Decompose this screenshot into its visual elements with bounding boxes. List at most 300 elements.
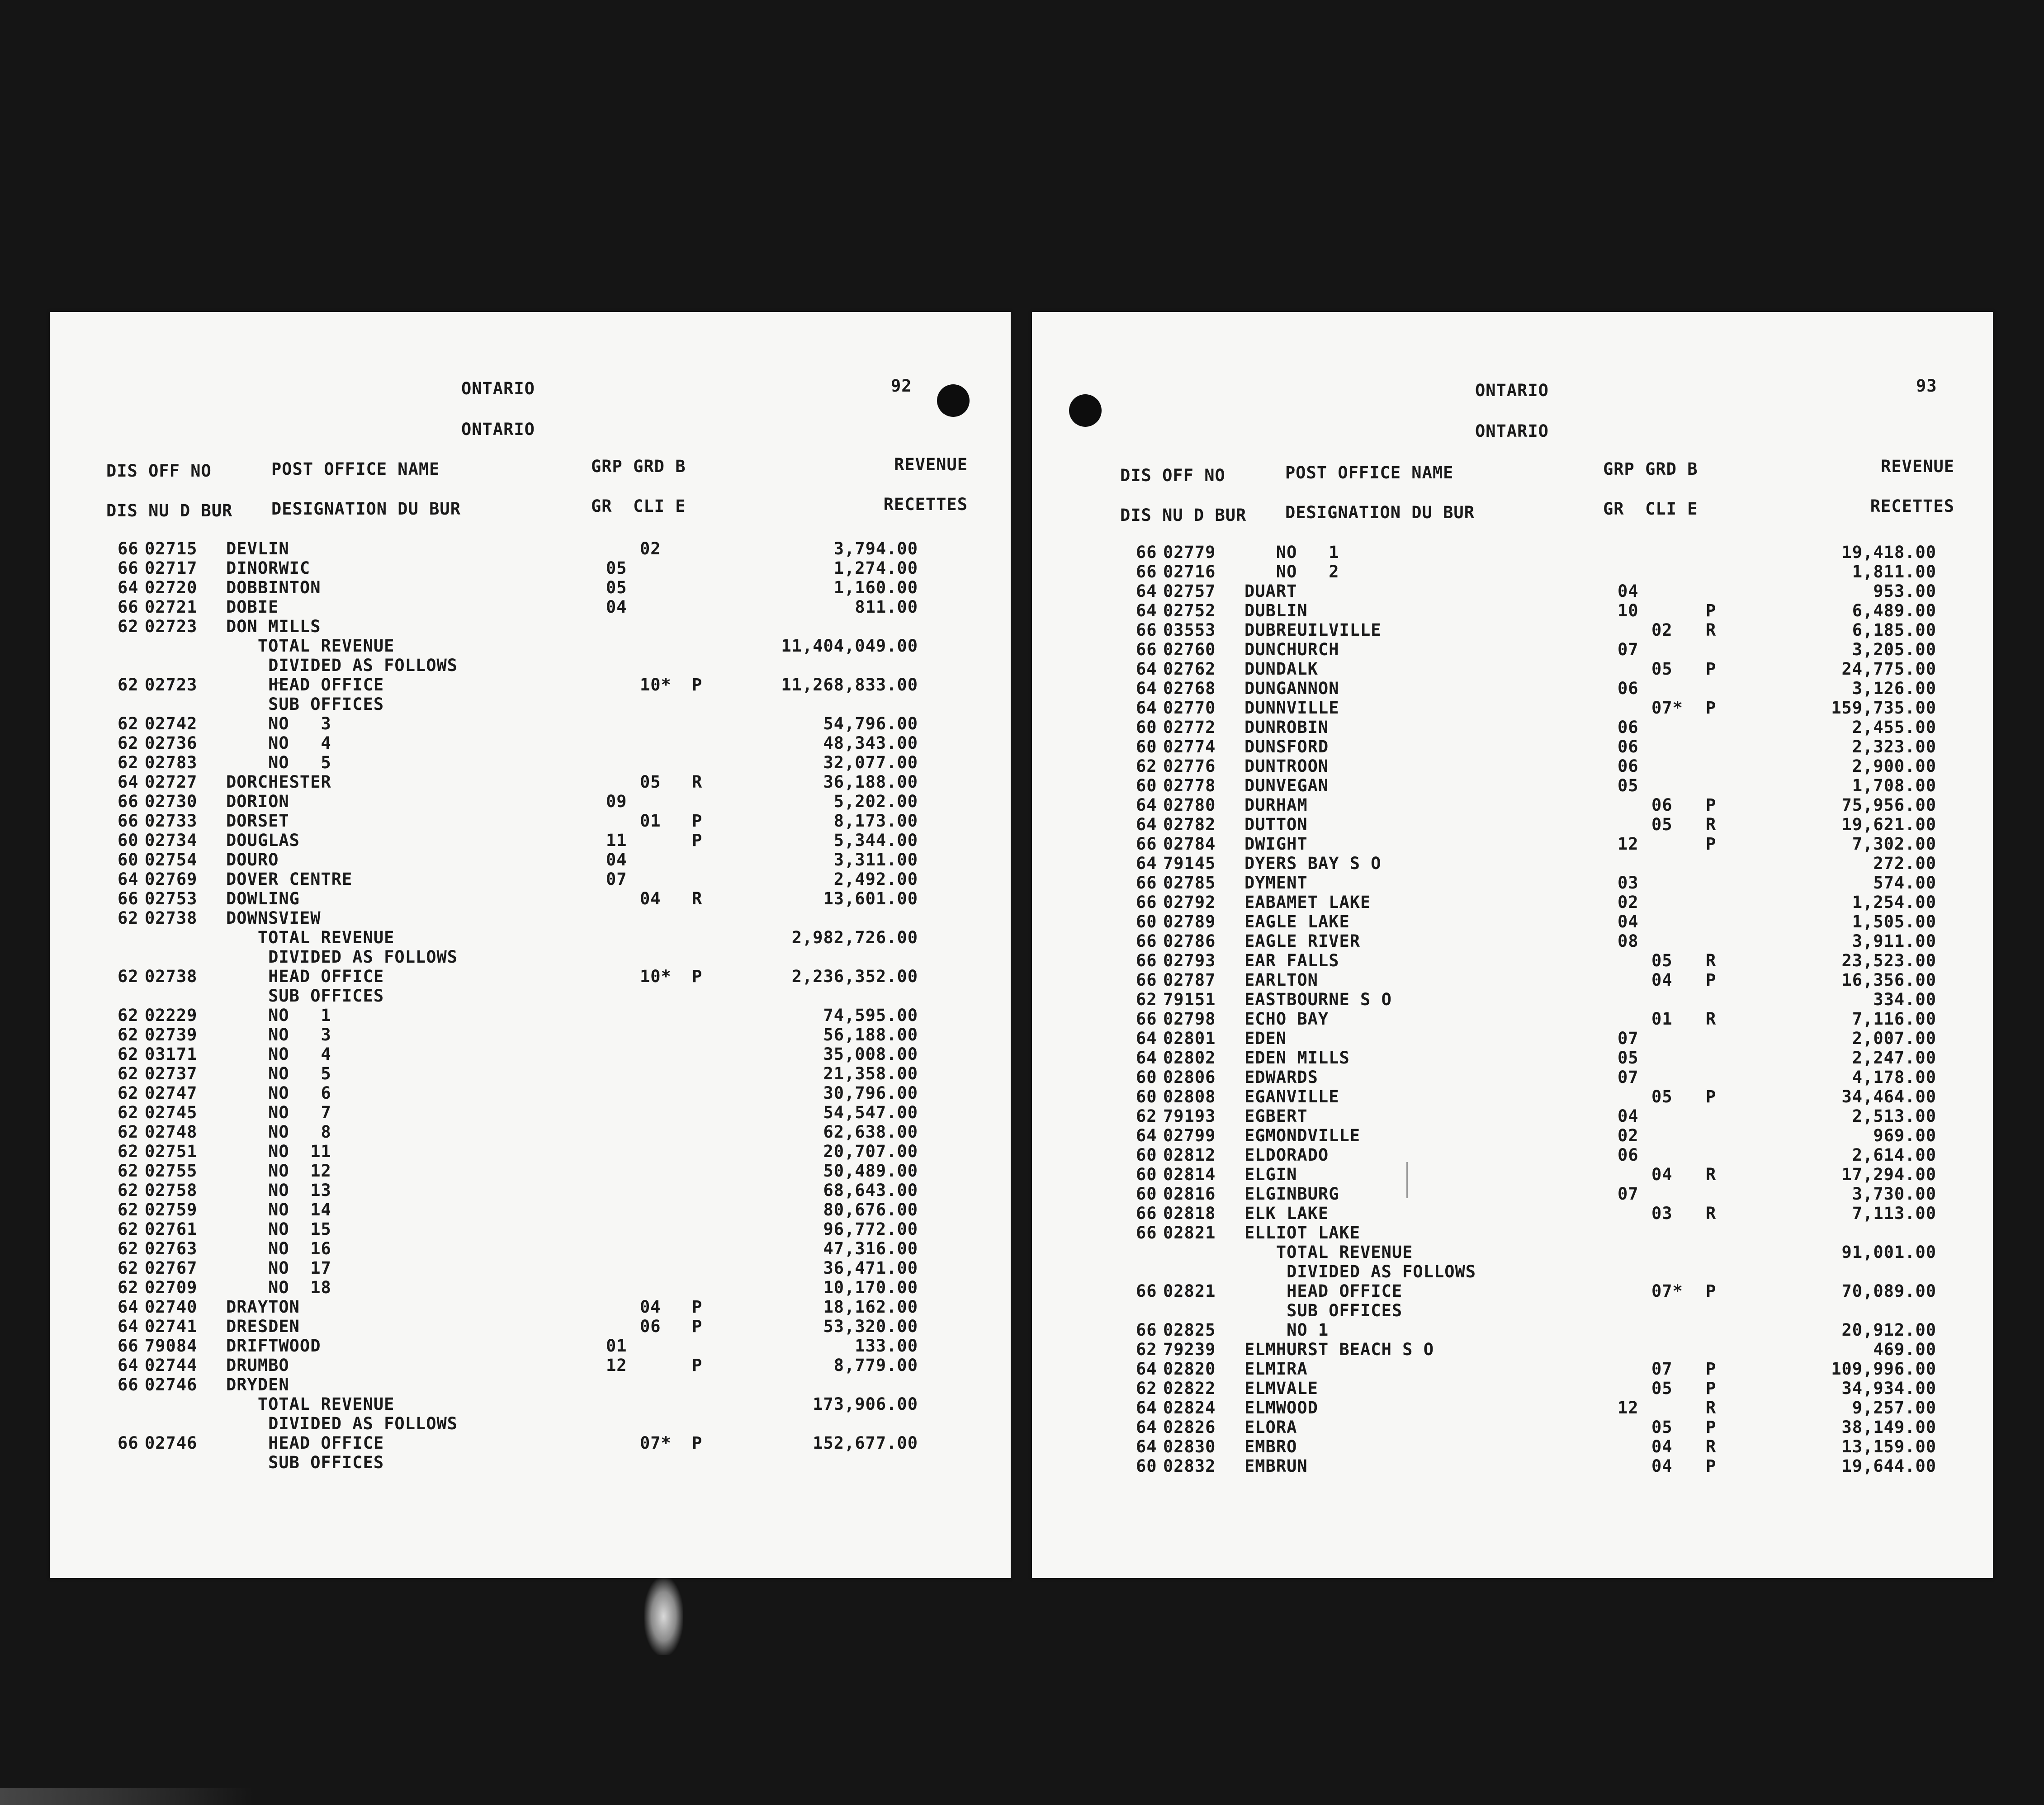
office-number: 79145: [1163, 854, 1216, 873]
table-row: [50, 1297, 1011, 1317]
office-number: 02762: [1163, 659, 1216, 679]
revenue-amount: 133.00: [855, 1336, 918, 1356]
post-office-name: HEAD OFFICE: [226, 967, 384, 986]
post-office-name: SUB OFFICES: [226, 986, 384, 1006]
revenue-amount: 953.00: [1873, 581, 1936, 601]
office-number: 02830: [1163, 1437, 1216, 1456]
post-office-name: EAGLE LAKE: [1244, 912, 1350, 931]
b-flag: P: [1706, 601, 1717, 620]
grade-class: 04: [1651, 1437, 1673, 1456]
revenue-amount: 469.00: [1873, 1340, 1936, 1359]
b-flag: P: [692, 675, 703, 695]
header-recettes: RECETTES: [883, 495, 968, 514]
post-office-name: DIVIDED AS FOLLOWS: [226, 656, 458, 675]
b-flag: P: [692, 811, 703, 831]
table-row: [1032, 854, 1993, 873]
post-office-name: DUNROBIN: [1244, 718, 1329, 737]
district-code: 62: [118, 1278, 139, 1297]
b-flag: P: [692, 831, 703, 850]
grade-class: 07*: [640, 1433, 672, 1453]
table-row: [50, 792, 1011, 811]
revenue-amount: 5,202.00: [833, 792, 918, 811]
district-code: 62: [1136, 1340, 1157, 1359]
office-number: 02793: [1163, 951, 1216, 970]
office-number: 02744: [145, 1356, 198, 1375]
post-office-name: ELDORADO: [1244, 1145, 1329, 1165]
revenue-amount: 173,906.00: [813, 1394, 918, 1414]
district-code: 62: [118, 1239, 139, 1258]
revenue-amount: 17,294.00: [1841, 1165, 1936, 1184]
group-code: 12: [606, 1356, 627, 1375]
b-flag: R: [1706, 1204, 1717, 1223]
office-number: 02759: [145, 1200, 198, 1219]
revenue-amount: 969.00: [1873, 1126, 1936, 1145]
post-office-name: HEAD OFFICE: [226, 675, 384, 695]
district-code: 60: [1136, 1068, 1157, 1087]
office-number: 02723: [145, 675, 198, 695]
district-code: 66: [118, 1336, 139, 1356]
post-office-name: DRESDEN: [226, 1317, 300, 1336]
post-office-name: NO 5: [226, 753, 331, 772]
grade-class: 02: [1651, 620, 1673, 640]
ledger-page-right: [1032, 312, 1993, 1578]
district-code: 66: [118, 811, 139, 831]
table-row: [50, 1258, 1011, 1278]
post-office-name: DUBLIN: [1244, 601, 1308, 620]
district-code: 62: [1136, 756, 1157, 776]
table-row: [1032, 1165, 1993, 1184]
table-row: [50, 1219, 1011, 1239]
table-row: [50, 675, 1011, 695]
office-number: 02822: [1163, 1379, 1216, 1398]
district-code: 66: [1136, 1204, 1157, 1223]
revenue-amount: 109,996.00: [1831, 1359, 1936, 1379]
revenue-amount: 3,911.00: [1852, 931, 1936, 951]
table-row: [1032, 1301, 1993, 1320]
grade-class: 10*: [640, 967, 672, 986]
post-office-name: EARLTON: [1244, 970, 1318, 990]
district-code: 64: [1136, 1048, 1157, 1068]
post-office-name: DOBBINTON: [226, 578, 321, 597]
post-office-name: DUTTON: [1244, 815, 1308, 834]
table-row: [50, 1103, 1011, 1122]
post-office-name: ELK LAKE: [1244, 1204, 1329, 1223]
office-number: 02751: [145, 1142, 198, 1161]
revenue-amount: 4,178.00: [1852, 1068, 1936, 1087]
table-row: [1032, 698, 1993, 718]
post-office-name: DORSET: [226, 811, 289, 831]
district-code: 64: [1136, 854, 1157, 873]
revenue-amount: 1,811.00: [1852, 562, 1936, 581]
table-row: [50, 597, 1011, 617]
post-office-name: NO 8: [226, 1122, 331, 1142]
table-row: [50, 578, 1011, 597]
header-gr-cli-e: GR CLI E: [591, 496, 686, 516]
post-office-name: NO 4: [226, 1044, 331, 1064]
revenue-amount: 34,934.00: [1841, 1379, 1936, 1398]
office-number: 02754: [145, 850, 198, 869]
group-code: 06: [1618, 756, 1639, 776]
revenue-amount: 7,113.00: [1852, 1204, 1936, 1223]
grade-class: 05: [1651, 659, 1673, 679]
table-row: [1032, 718, 1993, 737]
table-row: [50, 1044, 1011, 1064]
group-code: 05: [606, 578, 627, 597]
revenue-amount: 54,547.00: [823, 1103, 918, 1122]
table-row: [1032, 1126, 1993, 1145]
revenue-amount: 18,162.00: [823, 1297, 918, 1317]
district-code: 66: [118, 792, 139, 811]
header-post-office-name: POST OFFICE NAME: [271, 459, 440, 479]
post-office-name: DINORWIC: [226, 558, 311, 578]
post-office-name: ELLIOT LAKE: [1244, 1223, 1361, 1243]
revenue-amount: 34,464.00: [1841, 1087, 1936, 1106]
office-number: 02745: [145, 1103, 198, 1122]
office-number: 02723: [145, 617, 198, 636]
post-office-name: DYMENT: [1244, 873, 1308, 893]
post-office-name: ELGINBURG: [1244, 1184, 1339, 1204]
office-number: 02786: [1163, 931, 1216, 951]
table-row: [1032, 1087, 1993, 1106]
table-row: [50, 1278, 1011, 1297]
revenue-amount: 159,735.00: [1831, 698, 1936, 718]
table-row: [50, 636, 1011, 656]
office-number: 02798: [1163, 1009, 1216, 1029]
district-code: 66: [1136, 1320, 1157, 1340]
district-code: 64: [1136, 1126, 1157, 1145]
page-number: 92: [891, 376, 912, 396]
post-office-name: ELGIN: [1244, 1165, 1297, 1184]
header-dis-nu-d-bur: DIS NU D BUR: [106, 501, 233, 520]
header-recettes: RECETTES: [1870, 496, 1954, 516]
district-code: 66: [1136, 640, 1157, 659]
grade-class: 02: [640, 539, 661, 558]
table-row: [50, 1161, 1011, 1181]
district-code: 64: [1136, 1359, 1157, 1379]
office-number: 79084: [145, 1336, 198, 1356]
district-code: 64: [1136, 1398, 1157, 1418]
district-code: 62: [118, 617, 139, 636]
revenue-amount: 36,471.00: [823, 1258, 918, 1278]
revenue-amount: 23,523.00: [1841, 951, 1936, 970]
grade-class: 04: [1651, 1456, 1673, 1476]
district-code: 62: [118, 1258, 139, 1278]
district-code: 62: [118, 753, 139, 772]
b-flag: R: [1706, 815, 1717, 834]
revenue-amount: 9,257.00: [1852, 1398, 1936, 1418]
revenue-amount: 62,638.00: [823, 1122, 918, 1142]
province-subtitle: ONTARIO: [461, 420, 535, 439]
table-row: [1032, 834, 1993, 854]
district-code: 62: [118, 967, 139, 986]
office-number: 02721: [145, 597, 198, 617]
district-code: 62: [118, 1006, 139, 1025]
post-office-name: DRYDEN: [226, 1375, 289, 1394]
revenue-amount: 36,188.00: [823, 772, 918, 792]
table-row: [50, 1083, 1011, 1103]
office-number: 02715: [145, 539, 198, 558]
district-code: 64: [1136, 815, 1157, 834]
b-flag: R: [1706, 951, 1717, 970]
office-number: 02776: [1163, 756, 1216, 776]
table-row: [1032, 1243, 1993, 1262]
group-code: 04: [1618, 581, 1639, 601]
table-row: [1032, 893, 1993, 912]
revenue-amount: 48,343.00: [823, 733, 918, 753]
office-number: 02229: [145, 1006, 198, 1025]
group-code: 05: [1618, 776, 1639, 795]
district-code: 64: [118, 1356, 139, 1375]
table-row: [50, 850, 1011, 869]
post-office-name: DIVIDED AS FOLLOWS: [1244, 1262, 1476, 1281]
district-code: 62: [118, 1219, 139, 1239]
group-code: 04: [606, 850, 627, 869]
b-flag: P: [1706, 698, 1717, 718]
district-code: 64: [118, 1317, 139, 1336]
grade-class: 05: [640, 772, 661, 792]
post-office-name: NO 3: [226, 714, 331, 733]
b-flag: R: [692, 889, 703, 908]
post-office-name: NO 12: [226, 1161, 331, 1181]
grade-class: 04: [640, 1297, 661, 1317]
group-code: 09: [606, 792, 627, 811]
revenue-amount: 2,492.00: [833, 869, 918, 889]
group-code: 08: [1618, 931, 1639, 951]
b-flag: P: [1706, 970, 1717, 990]
table-row: [1032, 1456, 1993, 1476]
table-row: [50, 1356, 1011, 1375]
table-row: [1032, 1379, 1993, 1398]
grade-class: 07*: [1651, 1281, 1683, 1301]
office-number: 02733: [145, 811, 198, 831]
revenue-amount: 272.00: [1873, 854, 1936, 873]
district-code: 62: [118, 675, 139, 695]
post-office-name: NO 7: [226, 1103, 331, 1122]
revenue-amount: 30,796.00: [823, 1083, 918, 1103]
group-code: 07: [1618, 1184, 1639, 1204]
post-office-name: DUBREUILVILLE: [1244, 620, 1382, 640]
office-number: 02757: [1163, 581, 1216, 601]
revenue-amount: 3,730.00: [1852, 1184, 1936, 1204]
post-office-name: DUART: [1244, 581, 1297, 601]
office-number: 02736: [145, 733, 198, 753]
post-office-name: NO 15: [226, 1219, 331, 1239]
table-row: [1032, 756, 1993, 776]
office-number: 02738: [145, 967, 198, 986]
office-number: 02753: [145, 889, 198, 908]
district-code: 66: [1136, 834, 1157, 854]
post-office-name: DUNGANNON: [1244, 679, 1339, 698]
table-row: [1032, 931, 1993, 951]
district-code: 62: [118, 1083, 139, 1103]
office-number: 02799: [1163, 1126, 1216, 1145]
post-office-name: DRUMBO: [226, 1356, 289, 1375]
header-revenue: REVENUE: [1881, 457, 1954, 476]
post-office-name: NO 13: [226, 1181, 331, 1200]
office-number: 02720: [145, 578, 198, 597]
post-office-name: NO 1: [1244, 1320, 1329, 1340]
revenue-amount: 7,302.00: [1852, 834, 1936, 854]
district-code: 60: [118, 850, 139, 869]
district-code: 62: [118, 714, 139, 733]
district-code: 64: [1136, 795, 1157, 815]
table-row: [1032, 659, 1993, 679]
b-flag: P: [1706, 1418, 1717, 1437]
revenue-amount: 75,956.00: [1841, 795, 1936, 815]
table-row: [1032, 970, 1993, 990]
office-number: 02767: [145, 1258, 198, 1278]
district-code: 64: [1136, 1418, 1157, 1437]
office-number: 02818: [1163, 1204, 1216, 1223]
post-office-name: NO 11: [226, 1142, 331, 1161]
post-office-name: EGBERT: [1244, 1106, 1308, 1126]
post-office-name: DURHAM: [1244, 795, 1308, 815]
revenue-amount: 5,344.00: [833, 831, 918, 850]
grade-class: 07*: [1651, 698, 1683, 718]
grade-class: 01: [640, 811, 661, 831]
district-code: 66: [1136, 620, 1157, 640]
revenue-amount: 574.00: [1873, 873, 1936, 893]
office-number: 02821: [1163, 1223, 1216, 1243]
header-designation-du-bur: DESIGNATION DU BUR: [1285, 503, 1475, 522]
post-office-name: NO 18: [226, 1278, 331, 1297]
revenue-amount: 32,077.00: [823, 753, 918, 772]
office-number: 02783: [145, 753, 198, 772]
office-number: 02821: [1163, 1281, 1216, 1301]
page-number: 93: [1916, 376, 1937, 396]
post-office-name: DUNTROON: [1244, 756, 1329, 776]
grade-class: 06: [1651, 795, 1673, 815]
header-dis-off-no: DIS OFF NO: [1120, 466, 1225, 485]
group-code: 02: [1618, 893, 1639, 912]
province-subtitle: ONTARIO: [1475, 421, 1549, 441]
table-row: [50, 1375, 1011, 1394]
office-number: 02748: [145, 1122, 198, 1142]
post-office-name: EGMONDVILLE: [1244, 1126, 1361, 1145]
office-number: 02740: [145, 1297, 198, 1317]
revenue-amount: 74,595.00: [823, 1006, 918, 1025]
revenue-amount: 1,708.00: [1852, 776, 1936, 795]
revenue-amount: 8,779.00: [833, 1356, 918, 1375]
revenue-amount: 20,912.00: [1841, 1320, 1936, 1340]
office-number: 02770: [1163, 698, 1216, 718]
table-row: [1032, 1009, 1993, 1029]
group-code: 05: [1618, 1048, 1639, 1068]
revenue-amount: 19,644.00: [1841, 1456, 1936, 1476]
post-office-name: ELMVALE: [1244, 1379, 1318, 1398]
table-row: [1032, 951, 1993, 970]
office-number: 02709: [145, 1278, 198, 1297]
post-office-name: EDEN MILLS: [1244, 1048, 1350, 1068]
table-row: [50, 908, 1011, 928]
district-code: 64: [118, 772, 139, 792]
header-dis-off-no: DIS OFF NO: [106, 461, 212, 481]
office-number: 02814: [1163, 1165, 1216, 1184]
table-row: [1032, 620, 1993, 640]
group-code: 12: [1618, 834, 1639, 854]
revenue-amount: 152,677.00: [813, 1433, 918, 1453]
group-code: 03: [1618, 873, 1639, 893]
revenue-amount: 8,173.00: [833, 811, 918, 831]
office-number: 02789: [1163, 912, 1216, 931]
post-office-name: NO 17: [226, 1258, 331, 1278]
district-code: 62: [118, 1122, 139, 1142]
table-row: [1032, 795, 1993, 815]
table-row: [1032, 1223, 1993, 1243]
post-office-name: DRAYTON: [226, 1297, 300, 1317]
post-office-name: EDWARDS: [1244, 1068, 1318, 1087]
table-row: [1032, 1359, 1993, 1379]
table-row: [50, 695, 1011, 714]
table-row: [50, 1239, 1011, 1258]
post-office-name: DUNCHURCH: [1244, 640, 1339, 659]
b-flag: P: [1706, 1087, 1717, 1106]
post-office-name: NO 5: [226, 1064, 331, 1083]
revenue-amount: 54,796.00: [823, 714, 918, 733]
revenue-amount: 3,794.00: [833, 539, 918, 558]
table-row: [50, 1414, 1011, 1433]
district-code: 64: [1136, 581, 1157, 601]
district-code: 64: [1136, 601, 1157, 620]
office-number: 02785: [1163, 873, 1216, 893]
group-code: 07: [1618, 1029, 1639, 1048]
district-code: 62: [1136, 1106, 1157, 1126]
b-flag: R: [1706, 620, 1717, 640]
group-code: 01: [606, 1336, 627, 1356]
district-code: 64: [1136, 1029, 1157, 1048]
province-title: ONTARIO: [461, 379, 535, 398]
post-office-name: DOURO: [226, 850, 279, 869]
table-row: [50, 733, 1011, 753]
group-code: 05: [606, 558, 627, 578]
district-code: 62: [118, 1200, 139, 1219]
office-number: 02806: [1163, 1068, 1216, 1087]
revenue-amount: 3,205.00: [1852, 640, 1936, 659]
post-office-name: NO 6: [226, 1083, 331, 1103]
office-number: 02727: [145, 772, 198, 792]
post-office-name: ELMIRA: [1244, 1359, 1308, 1379]
revenue-amount: 2,247.00: [1852, 1048, 1936, 1068]
post-office-name: DWIGHT: [1244, 834, 1308, 854]
revenue-amount: 6,185.00: [1852, 620, 1936, 640]
grade-class: 04: [1651, 970, 1673, 990]
office-number: 02717: [145, 558, 198, 578]
district-code: 66: [118, 558, 139, 578]
table-row: [50, 831, 1011, 850]
office-number: 02774: [1163, 737, 1216, 756]
post-office-name: DOWNSVIEW: [226, 908, 321, 928]
group-code: 07: [1618, 1068, 1639, 1087]
post-office-name: DOVER CENTRE: [226, 869, 353, 889]
table-row: [1032, 1262, 1993, 1281]
office-number: 02802: [1163, 1048, 1216, 1068]
district-code: 64: [1136, 698, 1157, 718]
revenue-amount: 2,513.00: [1852, 1106, 1936, 1126]
province-title: ONTARIO: [1475, 381, 1549, 400]
office-number: 79193: [1163, 1106, 1216, 1126]
district-code: 64: [1136, 679, 1157, 698]
post-office-name: TOTAL REVENUE: [226, 928, 395, 947]
table-row: [1032, 1281, 1993, 1301]
table-row: [1032, 640, 1993, 659]
revenue-amount: 21,358.00: [823, 1064, 918, 1083]
table-row: [50, 1122, 1011, 1142]
district-code: 66: [1136, 951, 1157, 970]
post-office-name: NO 4: [226, 733, 331, 753]
header-grp-grd-b: GRP GRD B: [591, 457, 686, 476]
district-code: 62: [118, 1044, 139, 1064]
b-flag: P: [1706, 1456, 1717, 1476]
